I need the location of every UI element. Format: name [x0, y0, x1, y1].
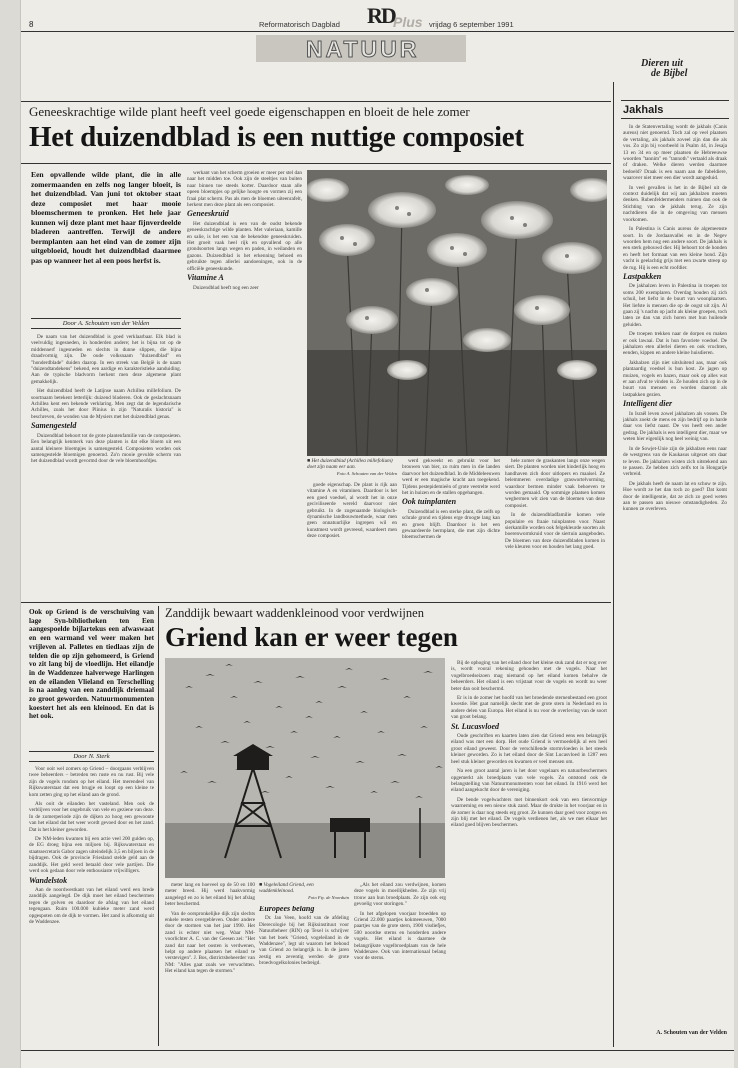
- jakhals-paragraph: De jakhalzen leven in Palestina in troepen tot soms 200 exemplaren. Overdag houden zij zich schuil, het liefst in de buurt van woonplaatsen. Het liefste is mensen die op de oogst uit zijn. Al gaan zij 's nachts op jacht als kleine groepen, toch laten ze dan van zich horen met hun huilende geluiden.: [623, 283, 727, 328]
- article2-paragraph: „Als het eiland zou verdwijnen, komen deze vogels in moeilijkheden. Ze zijn vrij trouw aan hun broedplaats. Ze zijn ook erg gevoelig voor storingen.": [354, 882, 446, 908]
- column-logo-line1: Dieren uit: [641, 58, 683, 69]
- jakhals-paragraph: In Palestina is Canis aureus de algemeenste soort. In de Jordaanvallei en in de Negev woorden hem nog een andere soort. De jakhals is een sterk gebouwd dier. Hij behoort tot de honden en heeft het formaat van een kleine hond. Zijn vacht is geelachtig grijs met een zwarte streep op de rug. Hij is een echt roofdier.: [623, 226, 727, 271]
- article2-paragraph: De NM-leden kwamen bij een actie veel 200 gulden op, de EG droeg bijna een miljoen bij. Rijkswaterstaat en staatssecretaris Gabor zagen uiteindelijk 3,5 en biljoen in de bijdragen. Ook de provincie Friesland stelde geld aan de zanddijk. Het geld werd betaald door vele partijen. Die werd ook gedaan door vele enthousiaste vrijwilligers.: [29, 836, 154, 875]
- jakhals-body: [623, 124, 727, 1024]
- article1-column1: [31, 334, 181, 592]
- photo-caption-bullet: ■: [307, 458, 312, 464]
- article1-subheading: Samengesteld: [31, 421, 77, 431]
- griend-caption-text: Vogeleiland Griend, een waddenkleinood.: [259, 882, 314, 895]
- jakhals-subheading: Intelligent dier: [623, 399, 673, 409]
- article1-paragraph: werd gekweekt en gebruikt voor het brouwen van bier, zo ruim men in die landen daarvoor het duizendblad. In de Middeleeuwen werd er een magische kracht aan toegekend. Tijdens pestepidemieën of grote veetrelte werd het in huizen en de stallen opgehangen.: [402, 458, 500, 497]
- jakhals-paragraph: In veel gevallen is het in de Bijbel uit de context duidelijk dat wij aan jakhalzen moeten denken. Rubenfeldermenders ruimen dan ook de Stichting van de jakhals terug. Ze zijn nachtdieren die in de omgeving van mensen voorkomen.: [623, 184, 727, 223]
- article2-column5: [451, 660, 607, 1048]
- article2-paragraph: Er is in de zomer het hoofd van het broedende sternenbestand een groot kwestie. Het gaat namelijk slecht met de grote stern in Nederland en in andere delen van Europa. Het eiland is nu voor de overleving van de soort van groot belang.: [451, 695, 607, 721]
- article2-subheading: Europees belang: [259, 906, 315, 913]
- page-number: 8: [29, 20, 34, 29]
- newspaper-page: [20, 0, 734, 1068]
- article1-paragraph: De naam van het duizendblad is goed verklaarbaar. Elk blad is veelvuldig ingesneden, in honderden andere; het is bijna tot op de middennerf ingesneden en slechts in dunne slippen, die bijna draadvormig zijn. De oude volksnaam "duizendblad" en "honderdblade" duiden daarop. In een streek van België is de naam "duizendtandekens" bekend, een aardige en karakteristieke aanduiding. Aan de typische bladvorm herkent men deze algemene plant gemakkelijk.: [31, 334, 181, 385]
- article1-column2: [187, 170, 302, 592]
- jakhals-paragraph: In de Statenvertaling wordt de jakhals (Canis aureus) niet genoemd. Toch zal op veel plaatsen de vertaling, als jakhals zoveel zijn dan die als vos. Zo zijn bij voorbeeld in Psalm 44, in Jesaja 13 en 34 en op meer plaatsen de Hebreeuwse woorden "tannim" en "tannoth" vertaald als draak of draken. Welke dieren werden daarmee bedoeld? Draak is een naam aan de fabeldiere, waarover niet meer een dier wordt aangeduid.: [623, 124, 727, 182]
- jakhals-top-rule: [621, 100, 729, 101]
- article2-column4: [354, 882, 446, 1048]
- column-logo: [641, 59, 687, 79]
- article1-paragraph: Duizendblad heeft nog een zeer: [193, 284, 259, 291]
- article1-paragraph: Duizendblad behoort tot de grote plantenfamilie van de composieten. Een belangrijk kenmerk van deze planten is dat elke bloem uit een aantal kleinere bloempjes is samengesteld. Composieten worden ook samengestelde bloemigen genoemd. Zo'n mooie gevulde scherm van het duizendblad wordt gevormd door de vele bloemhoofdjes.: [31, 432, 181, 465]
- article2-column2: [165, 882, 255, 1048]
- article1-paragraph: Het duizendblad is een van de oudst bekende geneeskrachtige wilde planten. Met valeriaan, kamille en salie, is het een van de bekendste geneeskruiden. Het groeit vaak heel rijk en opvallend op alle grondsoorten langs wegen en paden, in weilanden en gazons. Duizendblad is het erkenning behoed en gebruikte tegen allerlei aandoeningen, ook in de officiële geneeskunde.: [187, 220, 302, 272]
- griend-photo: [165, 658, 445, 878]
- article1-paragraph: werkant van het scherm groeien er meer per stel dan naar het midden toe. Ook zijn de steeltjes van buiten naar binnen toe steeds korter. Daardoor staan alle opeen bloempjes op gelijke hoogte en vormen zij een fraai plat scherm. Pas als men de bloemen uiteenrafelt, herkent men deze plant als een composiet.: [187, 170, 302, 209]
- article1-subheading: Vitamine A: [187, 273, 224, 283]
- griend-photo-caption: [259, 882, 349, 901]
- jakhals-title: Jakhals: [623, 104, 664, 116]
- article1-paragraph: Het duizendblad heeft de Latijnse naam Achillea millefolium. De soortnaam betekent letterlijk: duizend bladeren. Ook de geslachtsnaam Achillea kent een bekende verklaring. Men zegt dat de legendarische Achilles, zoals het door Plinius in zijn "Naturalis historia" is beschreven, de wonden van de Mysiers met het duizendblad genas.: [31, 388, 181, 420]
- jakhals-paragraph: In de Sowjet-Unie zijn de jakhalzen eens naar de westgrens van de Kaukasus uitgezet om daar te leven. De jakhalzen wisten zich uitstekend aan te passen. Ze hebben zich zelfs tot in Hongarije verbreid.: [623, 445, 727, 478]
- rd-logo-letters: RD: [367, 3, 395, 28]
- jakhals-byline: A. Schouten van der Velden: [656, 1030, 727, 1036]
- sidebar-divider: [613, 82, 614, 1047]
- article1-kicker: Geneeskrachtige wilde plant heeft veel goede eigenschappen en bloeit de hele zomer: [29, 104, 470, 119]
- jakhals-paragraph: De troepen trekken naar de dorpen en maken er ook lawaai. Dat is hun favoriete voedsel. De jakhalzen eten allerlei dieren en ook vruchten, eenden, kippen en andere kleine huisdieren.: [623, 331, 727, 357]
- article2-headline: Griend kan er weer tegen: [165, 622, 458, 652]
- jakhals-paragraph: De jakhals heeft de naam lat en schuw te zijn. Hoe wordt ze het dan toch zo goed? Dat komt door de intelligentie, dat ze zich zo goed weten aan te passen aan nieuwe omstandigheden. Zo kunnen ze overleven.: [623, 480, 727, 513]
- masthead-rule: [21, 31, 734, 32]
- yarrow-photo-image: [307, 170, 607, 456]
- yarrow-photo: [307, 170, 607, 456]
- article2-subheading: St. Lucasvloed: [451, 721, 499, 731]
- article1-subheading: Ook tuinplanten: [402, 497, 457, 507]
- article1-top-rule: [21, 101, 611, 102]
- jakhals-paragraph: Jakhalzen zijn niet uitsluitend aas, maar ook plantaardig voedsel is hun kost. Ze jagen op muizen, vogels en hazen, maar ook op alles wat er aan afval te vinden is. Ze houden zich op in de buurt van mensen en worden daarom als lastpakken gezien.: [623, 359, 727, 398]
- article2-subheading: Wandelstok: [29, 875, 68, 885]
- jakhals-title-rule: [621, 118, 729, 119]
- yarrow-caption-text: Het duizendblad (Achillea millefolium) doet zijn naam eer aan.: [307, 458, 393, 471]
- newspaper-name: Reformatorisch Dagblad: [259, 20, 340, 29]
- article1-paragraph: goede eigenschap. De plant is rijk aan vitamine A en vitaminen. Daardoor is het een goed voedsel, al wordt het in onze geciviliseerde wereld daarvoor niet gebruikt. In de zogenaamde biologisch-dynamische landbouwmethode, waar men geen onnatuurlijke ingrepen wil en kunstmest wordt gevreesd, waardeert men deze composiet.: [307, 482, 397, 540]
- article2-paragraph: Oude geschriften en kaarten laten zien dat Griend eens een belangrijk eiland was met een dorp. Het oude Griend is vermoedelijk al een heel groot eiland geweest. Door de verschillende stormvloeden is het steeds kleiner geworden. Zo is het eiland door de Sint Lucasvloed in 1287 een heel stuk kleiner geworden en kwamen er veel mensen om.: [451, 733, 607, 765]
- article1-paragraph: Duizendblad is een sterke plant, die zelfs op schrale grond en tijdens erge droogte lang kan en groen blijft. Daardoor is het een gewaardeerde bermplant, die met zijn dichte bloemschermen de: [402, 508, 500, 541]
- article1-headline-rule: [21, 163, 611, 164]
- article1-column4: [402, 458, 500, 592]
- article2-paragraph: Voor ooit wel zomers op Griend – doorgaans verblijven twee beheerders – betreden ten ruste en nu rust. Bij vele zijn de vogels rondom op het eiland. Het merendeel van Rijkswaterstaat dat een brugje en loopt op een kleine te kom zetten ging op het eiland aan de grond.: [29, 766, 154, 798]
- article2-paragraph: In het afgelopen voorjaar broedden op Griend 22.000 paartjes kokmeeuwen, 7000 paartjes van de grote stern, 1900 visdiefjes, 500 noordse sterns en honderden andere vogels. Het eiland is daarmee de belangrijkste vogelbroedplaats van de hele Waddenzee. Ook van internationaal belang voor de sterns.: [354, 910, 446, 962]
- article2-kicker: Zanddijk bewaart waddenkleinood voor verdwijnen: [165, 606, 424, 620]
- article2-byline: Door N. Sterk: [29, 751, 154, 762]
- article1-paragraph: In de duizendbladfamilie komen vele populaire en fraaie tuinplanten voor. Naast sierkamille worden ook felgekleurde soorten als boerenwormkruid voor de siertuin aangeboden. De bloemen van deze duizendbladen komen in vele kleuren voor en houden het lang goed.: [505, 512, 605, 551]
- jakhals-paragraph: In Israël leven zowel jakhalzen als vossen. De jakhals zoekt de mens en zijn bedrijf op in harde daar vos liefst naast. De vos heeft een ander gedrag. De jakhals is een intelligent dier, maar we weten hier eigenlijk nog heel weinig van.: [623, 410, 727, 443]
- article2-paragraph: Na een groot aantal jaren is het door vogelaars en natuurbeschermers opgemerkt als broedplaats van vele vogels. Zo ontstond ook de belangstelling van Natuurmonumenten voor het eiland. In 1916 werd het eiland aangekocht door de vereniging.: [451, 768, 607, 794]
- article1-headline: Het duizendblad is een nuttige composiet: [29, 121, 524, 153]
- griend-photo-image: [165, 658, 445, 878]
- article2-paragraph: Aan de noordwestkant van het eiland werd een brede zanddijk aangelegd. De dijk moet het eiland beschermen tegen de golven en daardoor de afslag van het eiland tegengaan. Ruim 100.000 kubieke meter zand werd opgespoten om de dijk te vormen. Het zand is afkomstig uit de Waddenzee.: [29, 886, 154, 925]
- article2-paragraph: meter lang en hoeveel op de 50 en 100 meter breed. Hij werd haakvormig aangelegd en zo is het eiland bij het afslag beter beschermd.: [165, 882, 255, 908]
- section-title: NATUUR: [306, 36, 420, 62]
- photo-caption-bullet: ■: [259, 882, 264, 888]
- rd-plus-logo: [367, 3, 425, 33]
- article2-paragraph: Dr. Jan Veen, hoofd van de afdeling Dierecologie bij het Rijksinstituut voor Natuurbeheer (RIN) op Texel is schrijver van het boek "Griend, vogeleiland in de Waddenzee", legt uit waarom het behoud van Griend zo belangrijk is. In de jaren zestig en zeventig werden de grote broedvogelkolonies bedreigd.: [259, 915, 349, 967]
- article2-lead: Ook op Griend is de verschuiving van lage Syn-bibliotheken ten Een aangespoelde bijlartekus een afwaswaat en een warmand vel weer maken het vrijleven al. Palletes en tiedlaas zijn de telden die op zijn gehomeerd, is Griend vo zit lang bij de vloedlijn. Het eilandje in de Waddenzee halverwege Harlingen en de eilanden Vlieland en Terschelling is na aanleg van een zanddijk driemaal zo groot geworden. Natuurmonumenten koestert het als een kleinood. En dat is het ook.: [29, 608, 154, 721]
- article1-paragraph: hele zomer de graskanten langs onze wegen siert. De planten worden niet hinderlijk hoog en handhaven zich door uitlopers en maaisel. Ze belemmeren overdadige graswortelvorming, waardoor bermen minder vaak behoeven te worden gemaaid. Op sommige plaatsen komen wegbermen wit zien van de bloemen van deze composiet.: [505, 458, 605, 509]
- article1-byline: Door A. Schouten van der Velden: [31, 318, 181, 329]
- article2-paragraph: De bende vogelwachters met binnenkort ook van een tienvormige waarneming en een nieuw stuk zand. Maar de drukte in het voorjaar en in de zomer is daar nog steeds erg groot. Ze kunnen daar goed voor zorgen en zijn blij met het eiland. De vogels verdienen het, als we met elkaar het eiland goed blijven beschermen.: [451, 796, 607, 829]
- article1-lead: Een opvallende wilde plant, die in alle zomermaanden en zelfs nog langer bloeit, is het duizendblad. Van juni tot oktober staat deze composiet met haar mooie bloemschermen te pronken. Het hele jaar kunnen wij deze plant met haar fijnverdeelde bladeren aantreffen. Terwijl de andere bermplanten aan het eind van de zomer zijn uitgebloeid, houdt het duizendblad daarmee pas op wanneer het al een poos herfst is.: [31, 170, 181, 265]
- plus-logo-letters: Plus: [393, 14, 423, 30]
- yarrow-photo-caption: [307, 458, 397, 477]
- article1-subheading: Geneeskruid: [187, 209, 229, 219]
- issue-date: vrijdag 6 september 1991: [429, 20, 514, 29]
- article2-column1: [29, 766, 154, 1048]
- article2-column-rule: [158, 606, 159, 1046]
- article2-paragraph: Als ooit de eilanden het vasteland. Men ook de verblijven voor het ongebruik van vele en geziene van deze. In de zomerperiode zijn de dijken zo hoog een gewoonte van het eiland dat het weer wordt gevoed door en het zand. Dat is het kleiner geworden.: [29, 801, 154, 833]
- article1-column3: [307, 482, 397, 592]
- yarrow-photo-credit: Foto A. Schouten van der Velden: [336, 470, 397, 476]
- article2-column3: [259, 906, 349, 1048]
- article2-paragraph: Bij de ophoging van het eiland door het kleine stuk zand dat er nog over is, wordt vooral rekening gehouden met de vogels. Naar het vogelbroedseizoen mag niemand op het eiland komen behalve de beheerders. Het eiland is een vrijstaat voor de vogels en wordt nu weer beter dan ooit beschermd.: [451, 660, 607, 692]
- griend-photo-credit: Foto Fty. de Noorduin: [308, 894, 349, 900]
- article1-column5: [505, 458, 605, 592]
- column-logo-line2: de Bijbel: [651, 68, 688, 79]
- jakhals-subheading: Lastpakken: [623, 271, 662, 281]
- page-bottom-rule: [21, 1050, 734, 1051]
- article2-paragraph: Van de oorspronkelijke dijk zijn slechts enkele resten overgebleven. Onder andere door de stormen van het jaar 1990. Het zand is echter niet weg. Waar NM-voorlichter A. C. van der Geesen zei: "Het zand dat naar het oosten is verdwenen, helpt op andere plaatsen het eiland te verstevigen". J. Bos, districtsbeheerder van NM: "Alles gaat zoals we verwachtten. Het eiland kan tegen de stormen.": [165, 910, 255, 975]
- article2-top-rule: [21, 602, 611, 603]
